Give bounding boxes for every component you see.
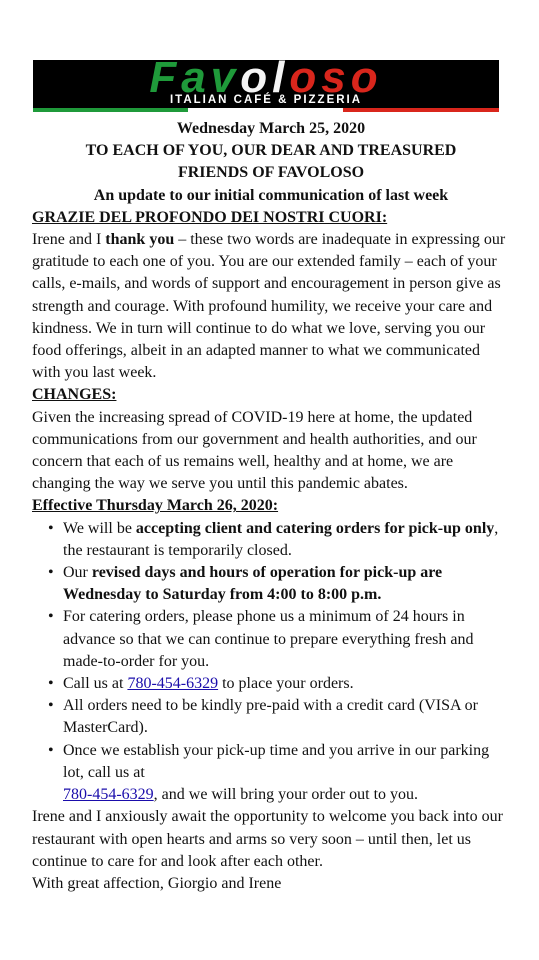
list-item bbox=[48, 606, 510, 673]
changes-paragraph: Given the increasing spread of COVID-19 here at home, the updated communications from our government and health authorities, and our concern that each of us remains well, healthy and at home, we are changing the way we serve you until this pandemic abates. bbox=[32, 408, 477, 493]
bullet-6-text: Once we establish your pick-up time and you arrive in our parking lot, call us at bbox=[63, 741, 490, 781]
effective-heading: Effective Thursday March 26, 2020: bbox=[32, 497, 279, 515]
letter-salutation-line-1: TO EACH OF YOU, OUR DEAR AND TREASURED bbox=[85, 142, 457, 160]
bullet-4-rest: to place your orders. bbox=[218, 675, 354, 693]
favoloso-logo bbox=[33, 60, 499, 108]
bullet-6-phone-line bbox=[63, 784, 510, 806]
bullet-2-bold: revised days and hours of operation for pick-up are Wednesday to Saturday from 4:00 to 8:00 p.m. bbox=[63, 564, 443, 604]
letter-body bbox=[32, 118, 510, 895]
bullet-4-text: Call us at bbox=[63, 675, 128, 693]
flag-stripe-red bbox=[343, 108, 499, 112]
bullet-6-rest: , and we will bring your order out to you. bbox=[153, 786, 419, 804]
bullet-3-text: For catering orders, please phone us a minimum of 24 hours in advance so that we can continue to prepare everything fresh and made-to-order for you. bbox=[63, 608, 474, 670]
letter-subtitle: An update to our initial communication of last week bbox=[93, 186, 449, 204]
phone-link[interactable]: 780-454-6329 bbox=[127, 675, 219, 693]
closing-paragraph: Irene and I anxiously await the opportunity to welcome you back into our restaurant with open hearts and arms so very soon – until then, let us continue to care for and look after each other. bbox=[32, 808, 503, 870]
gratitude-paragraph bbox=[32, 229, 510, 384]
gratitude-text-start: Irene and I bbox=[32, 231, 106, 249]
list-item bbox=[48, 673, 510, 695]
flag-stripe-white bbox=[188, 108, 343, 112]
logo-subtitle: ITALIAN CAFÉ & PIZZERIA bbox=[169, 94, 363, 106]
logo-word-part-1: Fav bbox=[149, 60, 241, 102]
closing-signature: With great affection, Giorgio and Irene bbox=[32, 874, 282, 892]
flag-stripe-green bbox=[33, 108, 188, 112]
changes-heading: CHANGES: bbox=[32, 386, 117, 404]
bullet-5-text: All orders need to be kindly pre-paid with a credit card (VISA or MasterCard). bbox=[63, 697, 478, 737]
bullet-1-bold: accepting client and catering orders for pick-up only bbox=[135, 519, 495, 537]
gratitude-heading: GRAZIE DEL PROFONDO DEI NOSTRI CUORI: bbox=[32, 208, 388, 226]
bullet-1-rest: , the restaurant is temporarily closed. bbox=[63, 519, 499, 559]
letter-salutation-line-2: FRIENDS OF FAVOLOSO bbox=[177, 164, 365, 182]
list-item bbox=[48, 740, 510, 807]
list-item bbox=[48, 695, 510, 739]
logo-word-part-3: oso bbox=[289, 60, 383, 102]
list-item bbox=[48, 518, 510, 562]
logo-word-part-2: ol bbox=[240, 60, 290, 102]
gratitude-text-rest: – these two words are inadequate in expressing our gratitude to each one of you. You are our extended family – each of your calls, e-mails, and words of support and encouragement in person give as strength and courage. With profound humility, we receive your care and kindness. We in turn will continue to do what we love, serving you our food offerings, albeit in an adapted manner to what we communicated with you last week. bbox=[32, 231, 506, 382]
phone-link-pickup[interactable]: 780-454-6329 bbox=[63, 786, 154, 804]
gratitude-thank-you: thank you bbox=[105, 231, 175, 249]
letter-date: Wednesday March 25, 2020 bbox=[176, 120, 366, 137]
bullet-2-text: Our bbox=[63, 564, 92, 582]
bullet-1-text: We will be bbox=[63, 519, 136, 537]
effective-list bbox=[32, 518, 510, 807]
list-item bbox=[48, 562, 510, 606]
